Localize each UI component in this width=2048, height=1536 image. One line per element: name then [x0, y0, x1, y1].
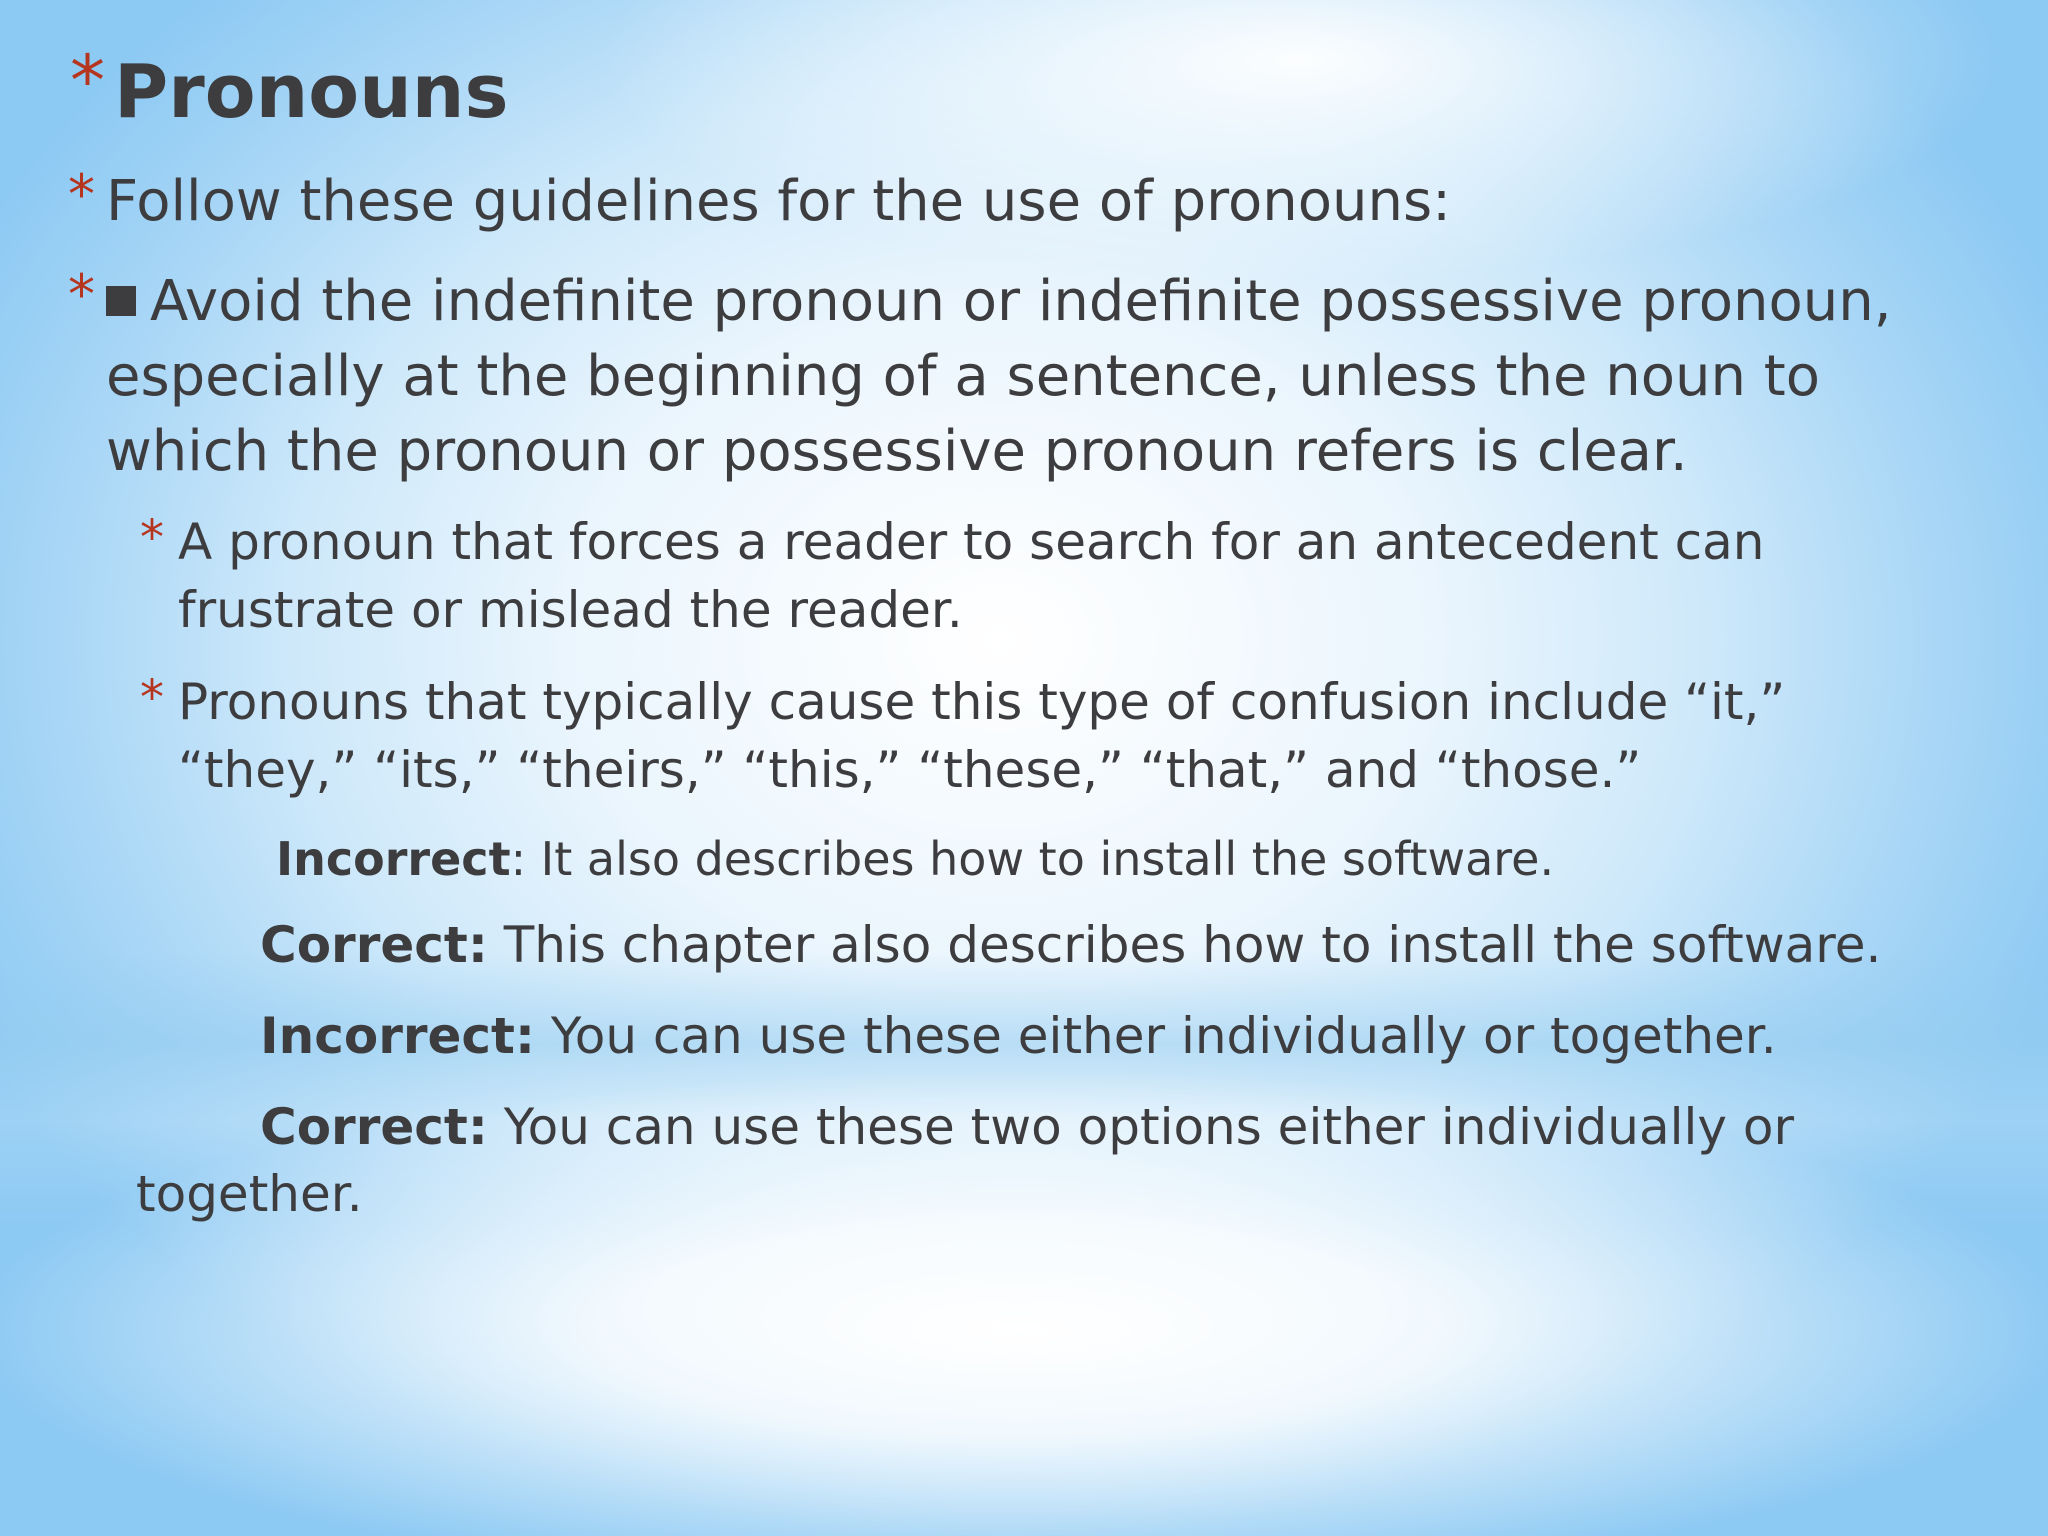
- example-text: : It also describes how to install the software.: [510, 832, 1555, 886]
- bullet-1-text: Follow these guidelines for the use of pronouns:: [106, 169, 1452, 234]
- example-text: This chapter also describes how to install the software.: [487, 916, 1882, 974]
- title-text: Pronouns: [114, 49, 509, 135]
- subbullet-2-text: Pronouns that typically cause this type of confusion include “it,” “they,” “its,” “theirs,” “this,” “these,” “that,” and “those.”: [178, 673, 1786, 799]
- example-continuation: together.: [136, 1165, 363, 1223]
- subbullet-2: [140, 668, 1920, 804]
- example-row: [260, 1002, 1777, 1070]
- example-text: You can use these two options either individually or: [487, 1098, 1795, 1156]
- example-row: [260, 1093, 1794, 1161]
- example-label: Correct:: [260, 1098, 488, 1156]
- example-label: Incorrect: [276, 832, 511, 886]
- bullet-2-content: [68, 264, 1948, 489]
- asterisk-bullet-icon: *: [140, 510, 164, 566]
- example-row: [260, 911, 1881, 979]
- subbullet-1-text: A pronoun that forces a reader to search for an antecedent can frustrate or mislead the reader.: [178, 513, 1765, 639]
- subbullet-1: [140, 508, 1930, 644]
- bullet-1: [68, 164, 1968, 239]
- bullet-2: [68, 264, 1948, 489]
- asterisk-bullet-icon: *: [140, 670, 164, 726]
- example-label: Correct:: [260, 916, 488, 974]
- example-row: [276, 825, 1554, 893]
- slide-title: [70, 40, 509, 137]
- asterisk-bullet-icon: *: [68, 263, 95, 326]
- asterisk-bullet-icon: *: [68, 163, 95, 226]
- bullet-2-text: Avoid the indefinite pronoun or indefinite possessive pronoun, especially at the beginning of a sentence, unless the noun to which the pronoun or possessive pronoun refers is clear.: [106, 269, 1892, 484]
- example-text: You can use these either individually or together.: [534, 1007, 1777, 1065]
- square-bullet-icon: [106, 286, 136, 316]
- asterisk-bullet-icon: *: [70, 40, 105, 122]
- example-label: Incorrect:: [260, 1007, 535, 1065]
